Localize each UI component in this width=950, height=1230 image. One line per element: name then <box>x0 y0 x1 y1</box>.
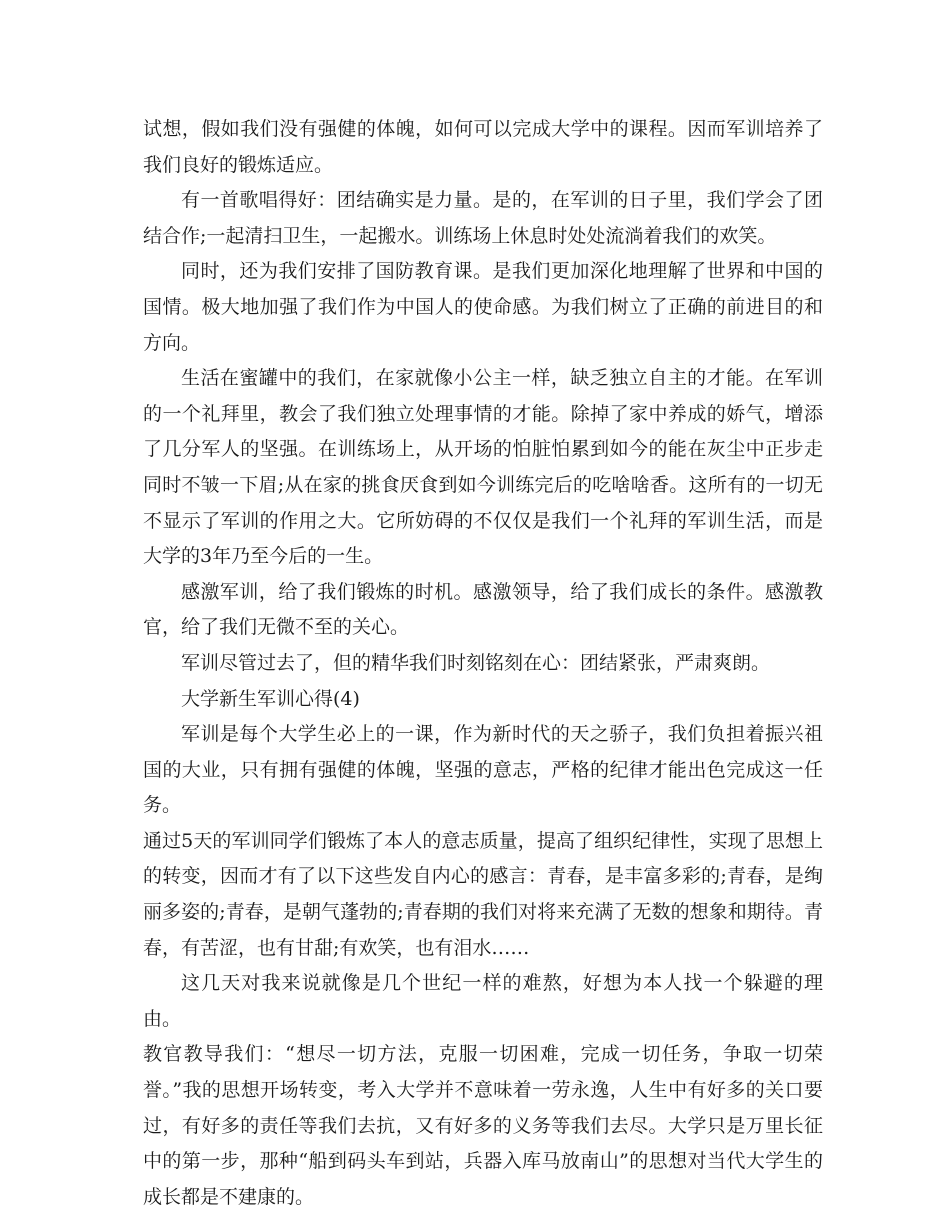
paragraph-2: 有一首歌唱得好：团结确实是力量。是的，在军训的日子里，我们学会了团结合作;一起清扫卫生，一起搬水。训练场上休息时处处流淌着我们的欢笑。 <box>143 189 823 247</box>
section-heading: 大学新生军训心得(4) <box>181 687 360 710</box>
paragraph-10: 教官教导我们：“想尽一切方法，克服一切困难，完成一切任务，争取一切荣誉。”我的思想开场转变，考入大学并不意味着一劳永逸，人生中有好多的关口要过，有好多的责任等我们去抗，又有好多的义务等我们去尽。大学只是万里长征中的第一步，那种“船到码头车到站，兵器入库马放南山”的思想对当代大学生的成长都是不建康的。 <box>143 1043 823 1208</box>
paragraph-4: 生活在蜜罐中的我们，在家就像小公主一样，缺乏独立自主的才能。在军训的一个礼拜里，教会了我们独立处理事情的才能。除掉了家中养成的娇气，增添了几分军人的坚强。在训练场上，从开场的怕脏怕累到如今的能在灰尘中正步走同时不皱一下眉;从在家的挑食厌食到如今训练完后的吃啥啥香。这所有的一切无不显示了军训的作用之大。它所妨碍的不仅仅是我们一个礼拜的军训生活，而是大学的3年乃至今后的一生。 <box>143 367 823 568</box>
paragraph-9: 这几天对我来说就像是几个世纪一样的难熬，好想为本人找一个躲避的理由。 <box>143 972 823 1030</box>
paragraph-8: 通过5天的军训同学们锻炼了本人的意志质量，提高了组织纪律性，实现了思想上的转变，因而才有了以下这些发自内心的感言：青春，是丰富多彩的;青春，是绚丽多姿的;青春，是朝气蓬勃的;青春期的我们对将来充满了无数的想象和期待。青春，有苦涩，也有甘甜;有欢笑，也有泪水…… <box>143 829 823 959</box>
paragraph-1: 试想，假如我们没有强健的体魄，如何可以完成大学中的课程。因而军训培养了我们良好的锻炼适应。 <box>143 118 823 176</box>
paragraph-7: 军训是每个大学生必上的一课，作为新时代的天之骄子，我们负担着振兴祖国的大业，只有拥有强健的体魄，坚强的意志，严格的纪律才能出色完成这一任务。 <box>143 723 823 817</box>
paragraph-5: 感激军训，给了我们锻炼的时机。感激领导，给了我们成长的条件。感激教官，给了我们无微不至的关心。 <box>143 580 823 639</box>
document-body <box>143 112 823 1215</box>
paragraph-3: 同时，还为我们安排了国防教育课。是我们更加深化地理解了世界和中国的国情。极大地加强了我们作为中国人的使命感。为我们树立了正确的前进目的和方向。 <box>143 260 823 354</box>
paragraph-6: 军训尽管过去了，但的精华我们时刻铭刻在心：团结紧张，严肃爽朗。 <box>181 651 771 674</box>
